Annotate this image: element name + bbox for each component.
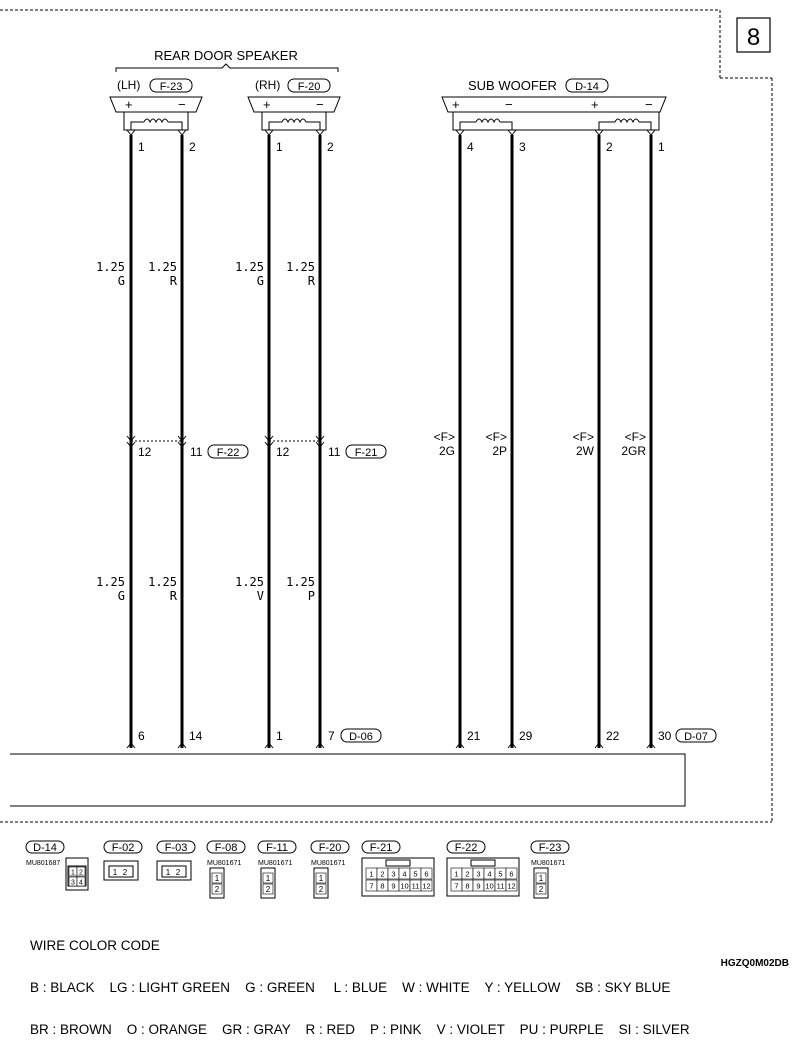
bottom-pin-6: 6 [138,729,145,743]
speaker-rh-side: (RH) [255,78,281,92]
bottom-right-connector: D-07 [684,731,708,743]
pin-rh-1: 1 [276,140,283,154]
speaker-rh-minus: − [316,97,324,112]
wire-sub-2-tag: <F> [485,430,507,444]
wire-sub-3-tag: <F> [572,430,594,444]
legend-cell: 9 [476,881,481,891]
int-right-pin-12: 12 [276,445,290,459]
bottom-pin-21: 21 [467,729,481,743]
legend-cell: 2 [318,885,324,894]
int-right-pin-11: 11 [328,445,341,459]
pin-lh-1: 1 [138,140,145,154]
legend-cell: 1 [165,868,171,877]
legend-cell: 12 [507,881,516,891]
legend-connector-id: F-08 [214,842,238,854]
legend-cell: 11 [411,881,420,891]
sub-woofer [442,78,666,135]
page-number: 8 [746,24,761,51]
legend-cell: 2 [465,869,470,879]
legend-connector-id: F-02 [111,842,135,854]
wire-color-code [30,911,690,1051]
legend-cell: 10 [485,881,494,891]
wire-lower-1-size: 1.25 [96,575,125,589]
sub-woofer-connector: D-14 [575,81,599,93]
sub-woofer-minus-2: − [645,97,653,112]
legend-connector-f-23 [531,841,569,898]
legend-cell: 1 [71,869,75,877]
legend-cell: 3 [391,869,396,879]
int-right-connector: F-21 [354,447,378,459]
legend-part-number: MU801671 [207,860,242,867]
wire-upper-4-color: R [307,274,315,288]
legend-cell: 12 [422,881,431,891]
legend-cell: 5 [498,869,503,879]
wire-lower-4-size: 1.25 [286,575,315,589]
wire-sub-1-tag: <F> [433,430,455,444]
legend-connector-id: F-11 [266,842,288,854]
speaker-lh-connector: F-23 [159,81,183,93]
wire-sub-4-color: 2GR [621,444,646,458]
wire-sub-2-color: 2P [492,444,507,458]
wire-lower-1-color: G [117,589,125,603]
legend-cell: 6 [424,869,429,879]
bottom-connectors [127,729,716,748]
legend-cell: 8 [380,881,385,891]
legend-cell: 9 [391,881,396,891]
legend-connector-f-03 [157,841,195,880]
bottom-pin-14: 14 [189,729,203,743]
legend-connector-id: F-22 [454,842,478,854]
legend-cell: 2 [122,868,128,877]
legend-connector-f-22 [447,841,519,896]
legend-cell: 1 [369,869,374,879]
wire-upper-2-color: R [169,274,177,288]
pin-rh-2: 2 [327,140,334,154]
pin-sw-1: 1 [658,140,665,154]
wire-color-code-line2: BR : BROWN O : ORANGE GR : GRAY R : RED P : PINK V : VIOLET PU : PURPLE SI : SILVER [30,1022,690,1037]
pin-lh-2: 2 [189,140,196,154]
legend-connector-f-11 [258,841,296,898]
pin-sw-2: 2 [606,140,613,154]
legend-connector-d-14 [26,841,88,890]
int-left-connector: F-22 [216,447,240,459]
speaker-lh [110,78,202,135]
wire-color-code-title: WIRE COLOR CODE [30,938,160,953]
legend-cell: 10 [400,881,409,891]
bottom-pin-30: 30 [658,729,672,743]
speaker-lh-side: (LH) [117,78,141,92]
legend-cell: 7 [454,881,459,891]
legend-cell: 2 [538,885,544,894]
wire-sub-4-tag: <F> [624,430,646,444]
legend-connector-f-08 [207,841,245,898]
int-left-pin-11: 11 [190,445,203,459]
speaker-rh-plus: + [263,97,271,112]
legend-connector-f-02 [104,841,142,880]
wire-upper-4-size: 1.25 [286,260,315,274]
rear-speaker-brace [116,64,338,72]
legend-cell: 3 [476,869,481,879]
component-box [10,754,685,806]
intermediate-connectors [127,436,386,459]
legend-connector-f-20 [311,841,349,898]
legend-cell: 2 [79,869,83,877]
speaker-rh-connector: F-20 [297,81,321,93]
bottom-pin-29: 29 [519,729,533,743]
legend-part-number: MU801671 [311,860,346,867]
legend-connector-id: F-20 [318,842,342,854]
wire-upper-2-size: 1.25 [148,260,177,274]
legend-cell: 1 [454,869,459,879]
sub-woofer-title: SUB WOOFER [468,78,557,93]
legend-cell: 5 [413,869,418,879]
legend-connector-id: F-03 [164,842,188,854]
wire-lower-2-color: R [169,589,177,603]
wire-upper-1-size: 1.25 [96,260,125,274]
speaker-lh-plus: + [125,97,133,112]
legend-cell: 2 [265,885,271,894]
sub-woofer-minus-1: − [505,97,513,112]
legend-cell: 1 [214,874,220,883]
wire-lower-4-color: P [307,589,315,603]
wire-lower-3-color: V [256,589,264,603]
legend-cell: 6 [509,869,514,879]
pin-sw-3: 3 [519,140,526,154]
legend-cell: 2 [214,885,220,894]
page-frame [0,10,772,822]
bottom-pin-22: 22 [606,729,620,743]
wire-upper-3-color: G [256,274,264,288]
bottom-left-connector: D-06 [349,731,373,743]
legend-cell: 3 [71,879,75,887]
legend-cell: 4 [79,879,83,887]
wire-sub-3-color: 2W [576,444,594,458]
int-left-pin-12: 12 [138,445,152,459]
connector-legend [26,841,569,898]
legend-cell: 1 [318,874,324,883]
legend-cell: 1 [112,868,118,877]
legend-cell: 4 [487,869,492,879]
legend-cell: 1 [265,874,271,883]
legend-connector-id: F-21 [369,842,393,854]
rear-speaker-title: REAR DOOR SPEAKER [154,48,298,63]
wire-upper-3-size: 1.25 [235,260,264,274]
legend-cell: 8 [465,881,470,891]
legend-connector-id: F-23 [538,842,562,854]
bottom-pin-7: 7 [328,729,335,743]
legend-cell: 4 [402,869,407,879]
legend-cell: 1 [538,874,544,883]
legend-part-number: MU801671 [258,860,293,867]
bottom-pin-1: 1 [276,729,283,743]
legend-part-number: MU801687 [26,860,61,867]
wire-upper-1-color: G [117,274,125,288]
pin-sw-4: 4 [467,140,474,154]
wire-sub-1-color: 2G [438,444,455,458]
legend-connector-f-21 [362,841,434,896]
sub-woofer-plus-1: + [452,97,460,112]
speaker-lh-minus: − [178,97,186,112]
legend-part-number: MU801671 [531,860,566,867]
wire-color-code-line1: B : BLACK LG : LIGHT GREEN G : GREEN L : BLUE W : WHITE Y : YELLOW SB : SKY BLUE [30,980,671,995]
legend-cell: 11 [496,881,505,891]
legend-cell: 2 [175,868,181,877]
wire-lower-2-size: 1.25 [148,575,177,589]
legend-connector-id: D-14 [33,842,57,854]
legend-cell: 2 [380,869,385,879]
sub-woofer-plus-2: + [591,97,599,112]
legend-cell: 7 [369,881,374,891]
diagram-id: HGZQ0M02DB [720,958,789,969]
wire-lower-3-size: 1.25 [235,575,264,589]
speaker-rh [248,78,340,135]
